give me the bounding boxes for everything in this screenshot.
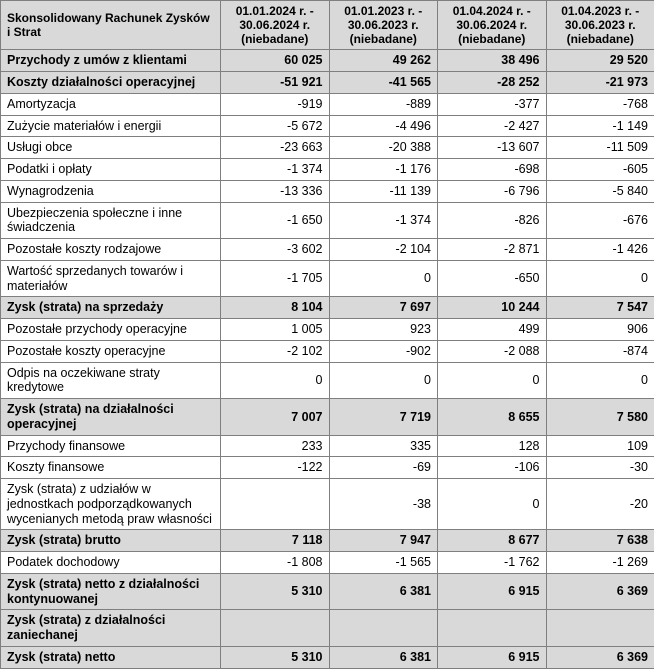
column-header-period-2: 01.01.2023 r. - 30.06.2023 r. (niebadane) — [329, 1, 438, 50]
row-value: -41 565 — [329, 72, 438, 94]
row-label: Przychody z umów z klientami — [1, 50, 221, 72]
row-value: 7 947 — [329, 530, 438, 552]
table-row — [1, 72, 654, 94]
row-value: 0 — [329, 362, 438, 399]
row-label: Zysk (strata) na sprzedaży — [1, 297, 221, 319]
row-value: 49 262 — [329, 50, 438, 72]
row-value: 7 007 — [221, 399, 330, 436]
row-value: -1 762 — [438, 552, 547, 574]
row-value: 7 547 — [546, 297, 654, 319]
table-row — [1, 399, 654, 436]
row-value: 7 719 — [329, 399, 438, 436]
table-row — [1, 573, 654, 610]
row-value: -874 — [546, 340, 654, 362]
table-row — [1, 646, 654, 668]
row-value: 5 310 — [221, 646, 330, 668]
row-value: -919 — [221, 93, 330, 115]
table-row — [1, 479, 654, 530]
row-value — [221, 610, 330, 647]
row-label: Pozostałe koszty operacyjne — [1, 340, 221, 362]
row-label: Zysk (strata) netto — [1, 646, 221, 668]
table-row — [1, 340, 654, 362]
row-value: 29 520 — [546, 50, 654, 72]
row-value: -1 374 — [221, 159, 330, 181]
column-header-period-1: 01.01.2024 r. - 30.06.2024 r. (niebadane) — [221, 1, 330, 50]
table-row — [1, 202, 654, 239]
row-value: -28 252 — [438, 72, 547, 94]
table-header-row — [1, 1, 654, 50]
table-row — [1, 435, 654, 457]
row-value: -5 672 — [221, 115, 330, 137]
table-row — [1, 180, 654, 202]
row-value: -1 808 — [221, 552, 330, 574]
row-value: 0 — [329, 260, 438, 297]
table-row — [1, 610, 654, 647]
table-row — [1, 319, 654, 341]
row-value: 38 496 — [438, 50, 547, 72]
table-row — [1, 115, 654, 137]
row-value: -676 — [546, 202, 654, 239]
row-value: 0 — [546, 260, 654, 297]
row-value: -1 650 — [221, 202, 330, 239]
row-value: 7 580 — [546, 399, 654, 436]
table-row — [1, 159, 654, 181]
row-label: Zysk (strata) brutto — [1, 530, 221, 552]
row-value: 8 104 — [221, 297, 330, 319]
row-value: 8 677 — [438, 530, 547, 552]
row-value: 10 244 — [438, 297, 547, 319]
row-value: -1 565 — [329, 552, 438, 574]
table-row — [1, 530, 654, 552]
row-value: -20 — [546, 479, 654, 530]
row-value: 6 381 — [329, 573, 438, 610]
row-label: Zużycie materiałów i energii — [1, 115, 221, 137]
row-value: -1 426 — [546, 239, 654, 261]
row-value: -4 496 — [329, 115, 438, 137]
table-row — [1, 552, 654, 574]
row-value: 5 310 — [221, 573, 330, 610]
row-value: -13 336 — [221, 180, 330, 202]
row-value: 0 — [221, 362, 330, 399]
row-value: -3 602 — [221, 239, 330, 261]
row-value: -13 607 — [438, 137, 547, 159]
row-label: Wynagrodzenia — [1, 180, 221, 202]
row-label: Usługi obce — [1, 137, 221, 159]
row-label: Przychody finansowe — [1, 435, 221, 457]
row-value: -1 374 — [329, 202, 438, 239]
row-label: Koszty działalności operacyjnej — [1, 72, 221, 94]
row-value: 0 — [438, 479, 547, 530]
row-value: -1 176 — [329, 159, 438, 181]
row-value: -2 102 — [221, 340, 330, 362]
row-value: -106 — [438, 457, 547, 479]
row-label: Koszty finansowe — [1, 457, 221, 479]
row-value: 906 — [546, 319, 654, 341]
column-header-statement-title: Skonsolidowany Rachunek Zysków i Strat — [1, 1, 221, 50]
row-value: 335 — [329, 435, 438, 457]
row-value: -377 — [438, 93, 547, 115]
row-label: Zysk (strata) na działalności operacyjnej — [1, 399, 221, 436]
row-value: 0 — [438, 362, 547, 399]
row-label: Zysk (strata) z udziałów w jednostkach podporządkowanych wycenianych metodą praw własności — [1, 479, 221, 530]
row-value: -23 663 — [221, 137, 330, 159]
row-value — [546, 610, 654, 647]
row-value: 6 369 — [546, 573, 654, 610]
row-value: -5 840 — [546, 180, 654, 202]
row-value: -2 104 — [329, 239, 438, 261]
row-value: 7 638 — [546, 530, 654, 552]
row-value: -650 — [438, 260, 547, 297]
row-value: -11 139 — [329, 180, 438, 202]
table-row — [1, 457, 654, 479]
row-label: Podatki i opłaty — [1, 159, 221, 181]
row-value: 7 118 — [221, 530, 330, 552]
row-value: -2 088 — [438, 340, 547, 362]
row-value: 233 — [221, 435, 330, 457]
row-value: 6 915 — [438, 573, 547, 610]
row-value: -20 388 — [329, 137, 438, 159]
row-value: -1 269 — [546, 552, 654, 574]
row-value: -122 — [221, 457, 330, 479]
row-value: 6 915 — [438, 646, 547, 668]
row-value: 1 005 — [221, 319, 330, 341]
table-row — [1, 137, 654, 159]
row-label: Amortyzacja — [1, 93, 221, 115]
row-value: 128 — [438, 435, 547, 457]
row-value: 7 697 — [329, 297, 438, 319]
row-value: -11 509 — [546, 137, 654, 159]
row-value: 8 655 — [438, 399, 547, 436]
row-value: 6 381 — [329, 646, 438, 668]
row-label: Pozostałe przychody operacyjne — [1, 319, 221, 341]
row-value: -38 — [329, 479, 438, 530]
row-value: -826 — [438, 202, 547, 239]
row-value: -6 796 — [438, 180, 547, 202]
row-value — [438, 610, 547, 647]
row-value: 109 — [546, 435, 654, 457]
row-value: -30 — [546, 457, 654, 479]
row-value: -69 — [329, 457, 438, 479]
row-value: -51 921 — [221, 72, 330, 94]
row-value: 0 — [546, 362, 654, 399]
row-value: -889 — [329, 93, 438, 115]
row-value: -2 871 — [438, 239, 547, 261]
row-label: Zysk (strata) z działalności zaniechanej — [1, 610, 221, 647]
row-value — [221, 479, 330, 530]
row-label: Podatek dochodowy — [1, 552, 221, 574]
row-label: Odpis na oczekiwane straty kredytowe — [1, 362, 221, 399]
row-value: 499 — [438, 319, 547, 341]
row-value: -1 705 — [221, 260, 330, 297]
table-row — [1, 297, 654, 319]
table-row — [1, 260, 654, 297]
table-row — [1, 50, 654, 72]
row-value: 6 369 — [546, 646, 654, 668]
row-value: -902 — [329, 340, 438, 362]
row-value: -1 149 — [546, 115, 654, 137]
table-row — [1, 362, 654, 399]
row-value: -768 — [546, 93, 654, 115]
row-value: -605 — [546, 159, 654, 181]
row-label: Wartość sprzedanych towarów i materiałów — [1, 260, 221, 297]
row-value: 60 025 — [221, 50, 330, 72]
row-label: Ubezpieczenia społeczne i inne świadczenia — [1, 202, 221, 239]
column-header-period-4: 01.04.2023 r. - 30.06.2023 r. (niebadane) — [546, 1, 654, 50]
table-body — [1, 50, 654, 668]
row-value: 923 — [329, 319, 438, 341]
row-label: Zysk (strata) netto z działalności kontynuowanej — [1, 573, 221, 610]
table-row — [1, 239, 654, 261]
table-header — [1, 1, 654, 50]
row-value: -21 973 — [546, 72, 654, 94]
column-header-period-3: 01.04.2024 r. - 30.06.2024 r. (niebadane) — [438, 1, 547, 50]
row-label: Pozostałe koszty rodzajowe — [1, 239, 221, 261]
row-value: -2 427 — [438, 115, 547, 137]
table-row — [1, 93, 654, 115]
row-value: -698 — [438, 159, 547, 181]
row-value — [329, 610, 438, 647]
